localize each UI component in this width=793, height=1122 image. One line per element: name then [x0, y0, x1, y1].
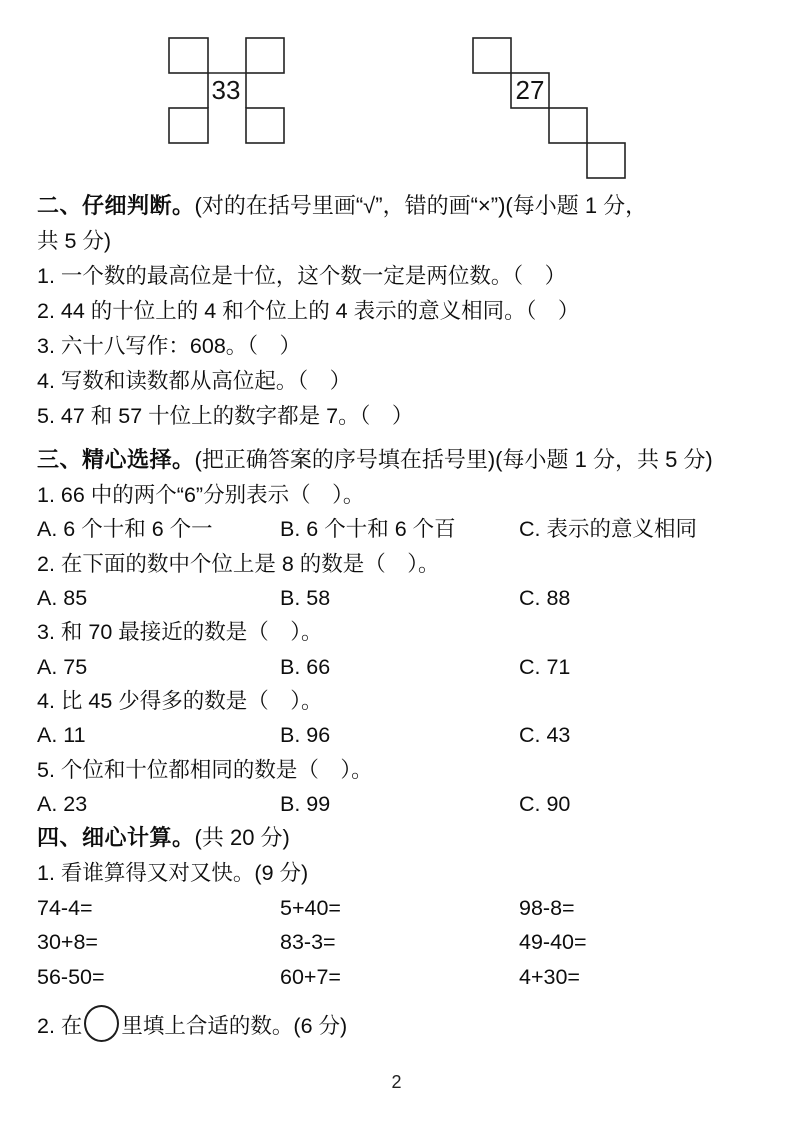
option-b: B. 66: [280, 655, 331, 679]
judge-item-1: 1. 一个数的最高位是十位，这个数一定是两位数。（ ）: [37, 264, 567, 288]
option-c: C. 71: [519, 655, 571, 679]
choice-options-1: [37, 517, 777, 543]
staircase-number: 27: [515, 75, 545, 105]
option-a: A. 23: [37, 792, 88, 816]
calc-expression: 98-8=: [519, 896, 575, 920]
judge-item-5: 5. 47 和 57 十位上的数字都是 7。（ ）: [37, 404, 414, 428]
answer-box: [246, 108, 284, 143]
answer-box: [549, 108, 587, 143]
option-c: C. 90: [519, 792, 571, 816]
section-judge-title-bold: 二、仔细判断。: [37, 193, 195, 218]
option-a: A. 85: [37, 586, 88, 610]
option-a: A. 6 个十和 6 个一: [37, 517, 213, 541]
option-b: B. 96: [280, 723, 331, 747]
calc-row-1: [37, 896, 777, 922]
choice-options-5: [37, 792, 777, 818]
answer-box: [587, 143, 625, 178]
option-a: A. 75: [37, 655, 88, 679]
option-a: A. 11: [37, 723, 86, 747]
calc-subtitle-2: [37, 1005, 347, 1042]
number-square-figures: [0, 0, 793, 200]
option-c: C. 43: [519, 723, 571, 747]
choice-options-3: [37, 655, 777, 681]
section-judge-title-note: (对的在括号里画“√”，错的画“×”)(每小题 1 分，: [194, 193, 648, 218]
calc-expression: 4+30=: [519, 965, 580, 989]
option-b: B. 6 个十和 6 个百: [280, 517, 456, 541]
section-calc-title-note: (共 20 分): [194, 825, 290, 850]
calc-subtitle-2-prefix: 2. 在: [37, 1014, 83, 1038]
option-c: C. 88: [519, 586, 571, 610]
section-judge-title: [37, 194, 647, 218]
answer-circle: [84, 1005, 119, 1042]
option-b: B. 58: [280, 586, 331, 610]
choice-options-4: [37, 723, 777, 749]
section-choice-title-bold: 三、精心选择。: [37, 447, 195, 472]
page-number: 2: [391, 1072, 402, 1092]
section-judge-title-note-line2: 共 5 分): [37, 229, 112, 253]
choice-question-1: 1. 66 中的两个“6”分别表示（ ）。: [37, 483, 365, 507]
section-calc-title-bold: 四、细心计算。: [37, 825, 195, 850]
section-choice-title-note: (把正确答案的序号填在括号里)(每小题 1 分，共 5 分): [194, 447, 713, 472]
answer-box: [473, 38, 511, 73]
choice-question-3: 3. 和 70 最接近的数是（ ）。: [37, 620, 323, 644]
section-choice-title: [37, 448, 713, 472]
judge-item-2: 2. 44 的十位上的 4 和个位上的 4 表示的意义相同。（ ）: [37, 299, 580, 323]
calc-expression: 30+8=: [37, 930, 98, 954]
judge-item-4: 4. 写数和读数都从高位起。（ ）: [37, 369, 352, 393]
calc-expression: 49-40=: [519, 930, 587, 954]
calc-subtitle-1: 1. 看谁算得又对又快。(9 分): [37, 861, 309, 885]
choice-question-4: 4. 比 45 少得多的数是（ ）。: [37, 689, 323, 713]
choice-question-5: 5. 个位和十位都相同的数是（ ）。: [37, 758, 373, 782]
answer-box: [169, 108, 208, 143]
calc-row-3: [37, 965, 777, 991]
option-c: C. 表示的意义相同: [519, 517, 697, 541]
calc-expression: 60+7=: [280, 965, 341, 989]
answer-box: [169, 38, 208, 73]
answer-box: [246, 38, 284, 73]
calc-expression: 56-50=: [37, 965, 105, 989]
cross-center-number: 33: [211, 75, 241, 105]
calc-expression: 74-4=: [37, 896, 93, 920]
choice-options-2: [37, 586, 777, 612]
staircase-figure: [473, 38, 625, 178]
judge-item-3: 3. 六十八写作：608。（ ）: [37, 334, 302, 358]
calc-subtitle-2-suffix: 里填上合适的数。(6 分): [121, 1014, 348, 1038]
calc-expression: 5+40=: [280, 896, 341, 920]
section-calc-title: [37, 826, 290, 850]
option-b: B. 99: [280, 792, 331, 816]
calc-expression: 83-3=: [280, 930, 336, 954]
choice-question-2: 2. 在下面的数中个位上是 8 的数是（ ）。: [37, 552, 440, 576]
calc-row-2: [37, 930, 777, 956]
